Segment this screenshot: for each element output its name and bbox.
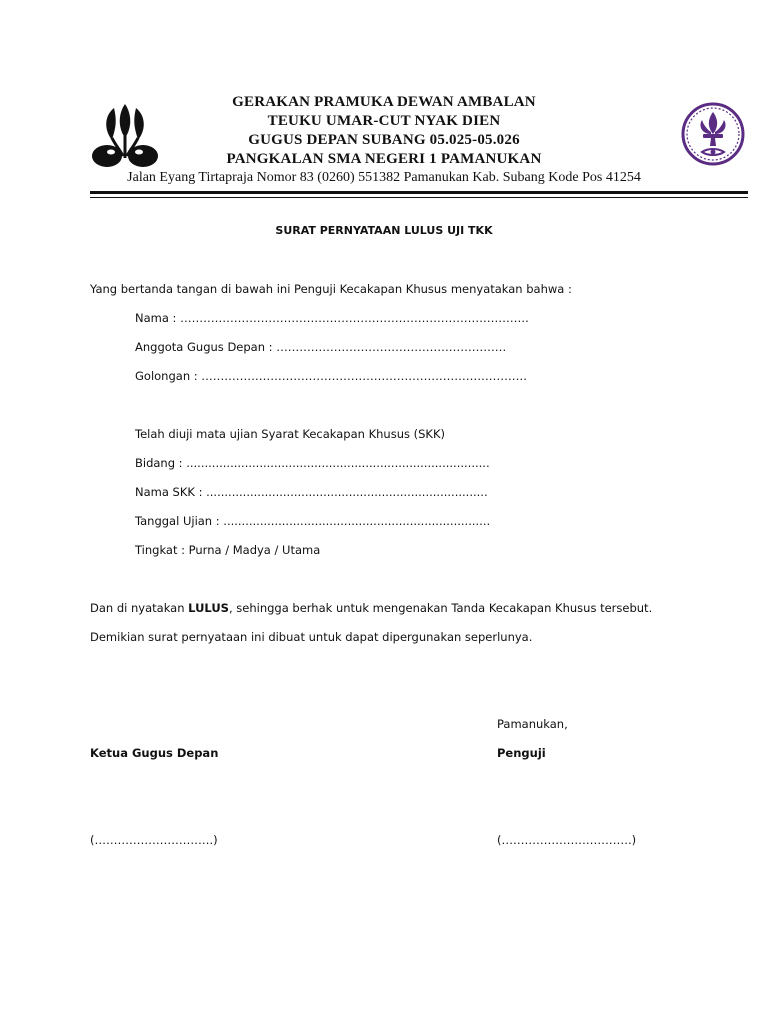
header-address: Jalan Eyang Tirtapraja Nomor 83 (0260) 551382 Pamanukan Kab. Subang Kode Pos 41254 bbox=[127, 170, 641, 185]
declaration-post: , sehingga berhak untuk mengenakan Tanda Kecakapan Khusus tersebut. bbox=[228, 601, 653, 615]
field-tingkat: Tingkat : Purna / Madya / Utama bbox=[135, 543, 321, 557]
field-tanggal-ujian: Tanggal Ujian : ......................................................................... bbox=[135, 514, 491, 528]
tested-text: Telah diuji mata ujian Syarat Kecakapan Khusus (SKK) bbox=[135, 427, 445, 441]
header-divider-thick bbox=[90, 191, 748, 194]
signature-place: Pamanukan, bbox=[497, 717, 568, 731]
signature-right-blank: (…………………………….) bbox=[497, 833, 637, 847]
field-bidang: Bidang : ................................................................................... bbox=[135, 456, 490, 470]
intro-text: Yang bertanda tangan di bawah ini Penguji Kecakapan Khusus menyatakan bahwa : bbox=[90, 282, 572, 296]
field-nama-skk: Nama SKK : ............................................................................. bbox=[135, 485, 488, 499]
header-divider-thin bbox=[90, 197, 748, 198]
field-golongan: Golongan : …………………………………………………………………………. bbox=[135, 369, 527, 383]
signature-right-title: Penguji bbox=[497, 746, 546, 760]
document-title: SURAT PERNYATAAN LULUS UJI TKK bbox=[275, 224, 493, 237]
field-anggota-gugus-depan: Anggota Gugus Depan : …………………………………………………… bbox=[135, 340, 507, 354]
signature-left-blank: (………………………….) bbox=[90, 833, 218, 847]
declaration-pre: Dan di nyatakan bbox=[90, 601, 189, 615]
header-line-2: TEUKU UMAR-CUT NYAK DIEN bbox=[267, 113, 501, 129]
closing-text: Demikian surat pernyataan ini dibuat untuk dapat dipergunakan seperlunya. bbox=[90, 630, 533, 644]
header-line-4: PANGKALAN SMA NEGERI 1 PAMANUKAN bbox=[226, 151, 542, 167]
signature-left-title: Ketua Gugus Depan bbox=[90, 746, 219, 760]
header-line-3: GUGUS DEPAN SUBANG 05.025-05.026 bbox=[248, 132, 520, 148]
declaration-lulus: LULUS bbox=[188, 601, 229, 615]
header-line-1: GERAKAN PRAMUKA DEWAN AMBALAN bbox=[232, 94, 536, 110]
field-nama: Nama : ………………………………………………………………………………. bbox=[135, 311, 529, 325]
declaration-text bbox=[90, 601, 652, 615]
